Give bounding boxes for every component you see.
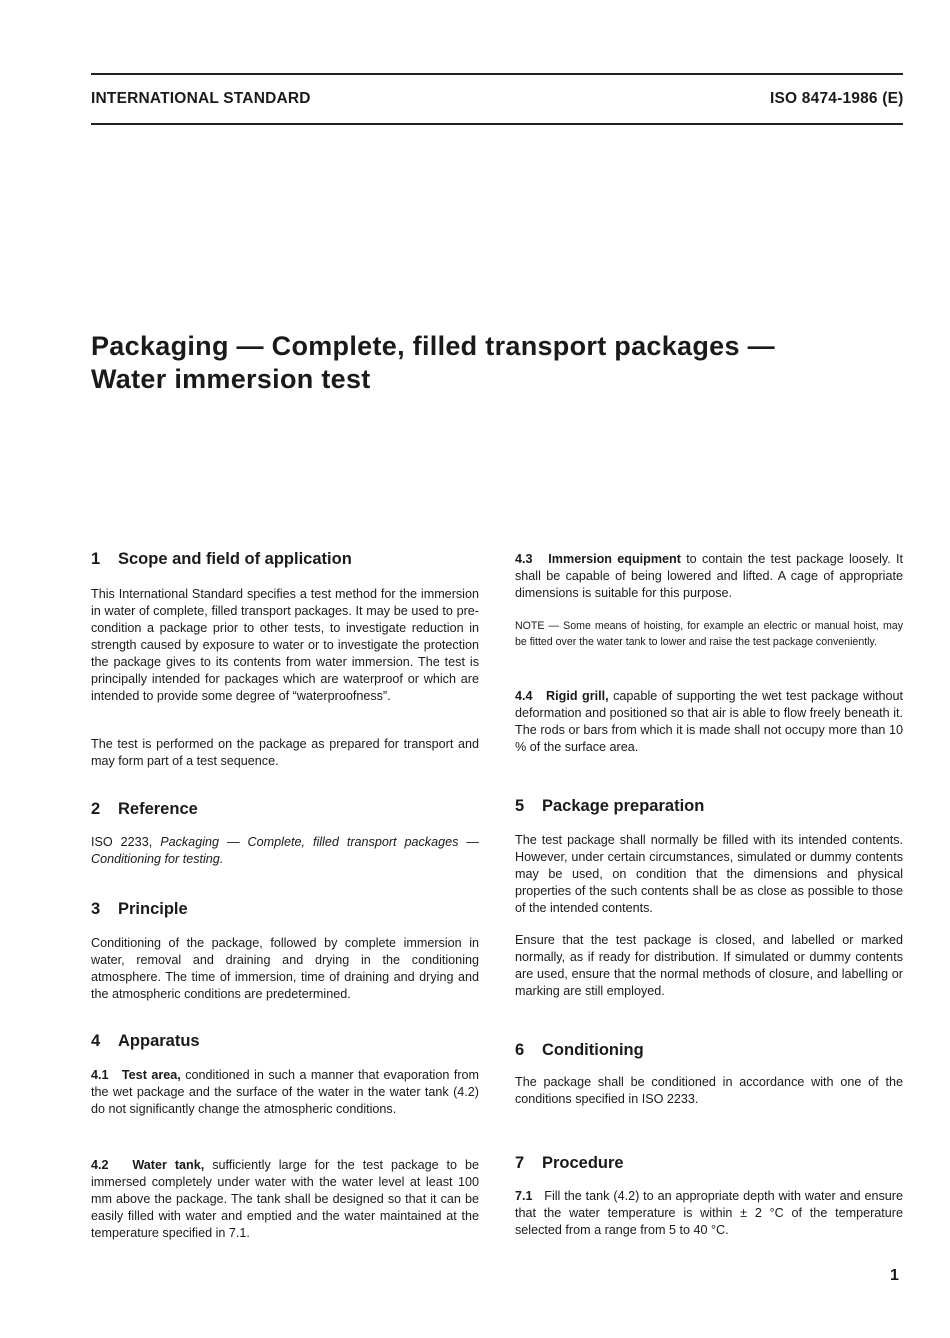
section-title: Apparatus (118, 1032, 200, 1050)
section-6-heading (515, 1040, 903, 1060)
clause-number: 4.2 (91, 1158, 109, 1172)
section-number: 7 (515, 1154, 525, 1172)
header-rule (91, 123, 903, 125)
clause-lead: Test area, (121, 1068, 181, 1082)
clause-lead: Rigid grill, (546, 689, 609, 703)
clause-lead: Water tank, (132, 1158, 205, 1172)
reference-title: Packaging — Complete, filled transport packages — Conditioning for testing. (91, 835, 479, 866)
section-number: 2 (91, 800, 101, 818)
top-rule (91, 73, 903, 75)
section-4-heading (91, 1031, 479, 1051)
section-3-heading (91, 899, 479, 919)
section-5-paragraph-2: Ensure that the test package is closed, and labelled or marked normally, as if ready for distribution. If simulated or dummy contents are used, ensure that the normal methods of closure, and labelling or marking are still employed. (515, 933, 903, 998)
section-7-heading (515, 1153, 903, 1173)
section-1-paragraph-2: The test is performed on the package as prepared for transport and may form part of a test sequence. (91, 737, 479, 768)
section-1-heading (91, 549, 479, 569)
clause-4-2 (91, 1157, 479, 1242)
clause-text: conditioned in such a manner that evaporation from the wet package and the surface of the water in the water tank (4.2) do not significantly change the atmospheric conditions. (91, 1068, 480, 1116)
page-number: 1 (890, 1267, 899, 1284)
section-number: 4 (91, 1032, 101, 1050)
section-title: Principle (118, 900, 188, 918)
section-number: 3 (91, 900, 101, 918)
section-number: 5 (515, 797, 525, 815)
document-title (91, 330, 891, 396)
clause-4-1 (91, 1067, 479, 1118)
reference-entry (91, 834, 479, 868)
clause-4-3-note: NOTE — Some means of hoisting, for example an electric or manual hoist, may be fitted over the water tank to lower and raise the test package conveniently. (515, 620, 903, 648)
reference-code: ISO 2233, (91, 835, 153, 849)
section-title: Conditioning (542, 1041, 644, 1059)
section-5-heading (515, 796, 903, 816)
section-number: 6 (515, 1041, 525, 1059)
section-6-paragraph: The package shall be conditioned in accordance with one of the conditions specified in ISO 2233. (515, 1075, 903, 1106)
section-title: Reference (118, 800, 198, 818)
clause-4-3 (515, 551, 903, 602)
header-standard-label: INTERNATIONAL STANDARD (91, 90, 311, 107)
section-1-paragraph-1: This International Standard specifies a test method for the immersion in water of complete, filled transport packages. It may be used to pre-condition a package prior to other tests, to investigate reduction in strength caused by exposure to water or to investigate the protection the package gives to its contents from water immersion. The test is principally intended for packages which are waterproof or which are intended to provide some degree of “waterproofness”. (91, 587, 479, 703)
section-2-heading (91, 799, 479, 819)
section-5-paragraph-1: The test package shall normally be filled with its intended contents. However, under certain circumstances, simulated or dummy contents may be used, on condition that the dimensions and physical properties of the such contents shall be as close as possible to those of the intended contents. (515, 833, 903, 915)
section-title: Procedure (542, 1154, 624, 1172)
clause-text: capable of supporting the wet test package without deformation and positioned so that air is able to flow freely beneath it. The rods or bars from which it is made shall not occupy more than 10 % of the surface area. (515, 689, 904, 754)
title-line-2: Water immersion test (91, 364, 371, 394)
clause-text: sufficiently large for the test package to be immersed completely under water with the water level at least 100 mm above the package. The tank shall be designed so that it can be easily filled with water and emptied and the water maintained at the temperature specified in 7.1. (91, 1158, 480, 1240)
clause-7-1 (515, 1188, 903, 1239)
clause-lead: Immersion equipment (548, 552, 681, 566)
section-title: Scope and field of application (118, 550, 352, 568)
header-document-code: ISO 8474-1986 (E) (770, 90, 904, 107)
clause-4-4 (515, 688, 903, 756)
title-line-1: Packaging — Complete, filled transport packages — (91, 331, 775, 361)
clause-text: to contain the test package loosely. It shall be capable of being lowered and lifted. A cage of appropriate dimensions is suitable for this purpose. (515, 552, 904, 600)
clause-number: 4.3 (515, 552, 533, 566)
section-title: Package preparation (542, 797, 705, 815)
section-3-paragraph: Conditioning of the package, followed by complete immersion in water, removal and draining and drying in the conditioning atmosphere. The time of immersion, time of draining and drying and the atmospheric conditions are predetermined. (91, 936, 479, 1001)
clause-number: 4.1 (91, 1068, 109, 1082)
clause-text: Fill the tank (4.2) to an appropriate depth with water and ensure that the water temperature is within ± 2 °C of the temperature selected from a range from 5 to 40 °C. (515, 1189, 903, 1237)
clause-number: 7.1 (515, 1189, 533, 1203)
section-number: 1 (91, 550, 101, 568)
clause-number: 4.4 (515, 689, 533, 703)
